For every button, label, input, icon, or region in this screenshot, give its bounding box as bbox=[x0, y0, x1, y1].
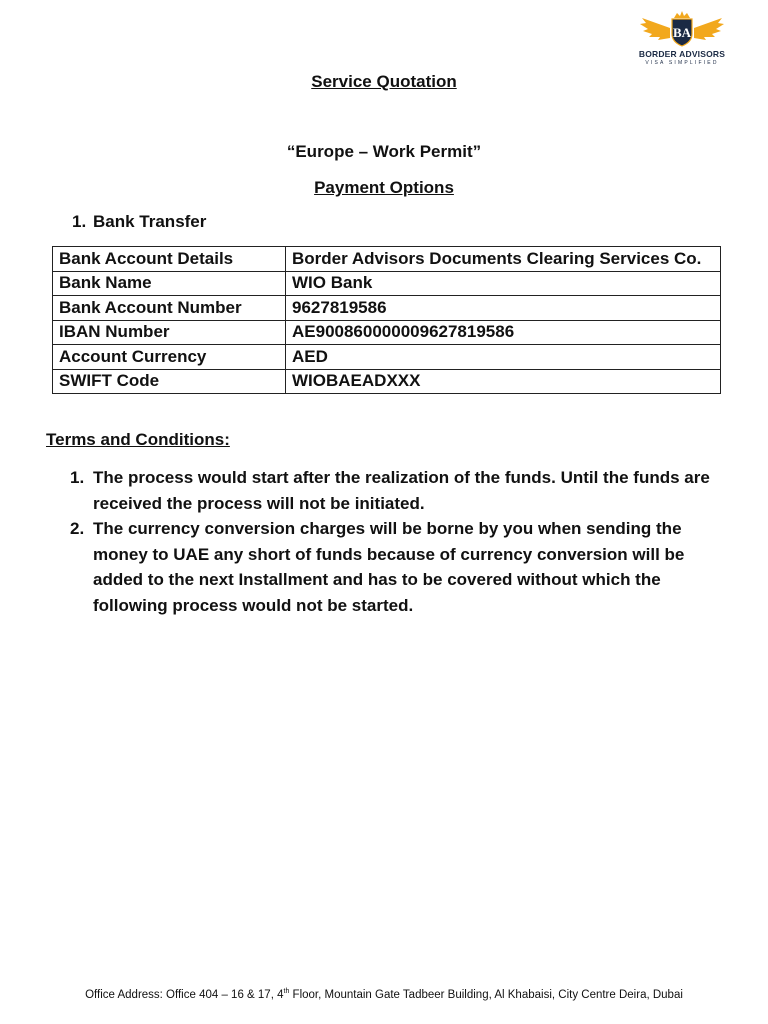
footer-prefix: Office Address: Office 404 – 16 & 17, 4 bbox=[85, 989, 284, 1001]
term-number: 1. bbox=[70, 468, 85, 487]
row-value: WIOBAEADXXX bbox=[286, 369, 721, 394]
row-key: IBAN Number bbox=[53, 320, 286, 345]
row-key: SWIFT Code bbox=[53, 369, 286, 394]
term-text: The currency conversion charges will be borne by you when sending the money to UAE any short of funds because of currency conversion will be added to the next Installment and has to be covered without which the following process would not be started. bbox=[93, 519, 685, 615]
service-subtitle: “Europe – Work Permit” bbox=[286, 142, 482, 161]
row-value: WIO Bank bbox=[286, 271, 721, 296]
footer-suffix: Floor, Mountain Gate Tadbeer Building, Al Khabaisi, City Centre Deira, Dubai bbox=[289, 989, 683, 1001]
table-row bbox=[53, 320, 721, 345]
winged-crest-icon bbox=[640, 10, 724, 48]
table-row bbox=[53, 271, 721, 296]
row-value: AE900860000009627819586 bbox=[286, 320, 721, 345]
row-value: 9627819586 bbox=[286, 296, 721, 321]
list-item bbox=[70, 516, 730, 618]
table-row bbox=[53, 345, 721, 370]
bank-transfer-number: 1. bbox=[72, 212, 87, 231]
logo-name: BORDER ADVISORS bbox=[638, 49, 726, 59]
term-number: 2. bbox=[70, 519, 85, 538]
row-key: Account Currency bbox=[53, 345, 286, 370]
row-value: Border Advisors Documents Clearing Services Co. bbox=[286, 247, 721, 272]
table-row bbox=[53, 296, 721, 321]
logo-tagline: VISA SIMPLIFIED bbox=[645, 60, 719, 66]
bank-transfer-label: Bank Transfer bbox=[93, 212, 207, 231]
row-value: AED bbox=[286, 345, 721, 370]
terms-list bbox=[70, 465, 730, 618]
terms-heading: Terms and Conditions: bbox=[46, 430, 230, 449]
table-row bbox=[53, 247, 721, 272]
company-logo bbox=[632, 10, 732, 74]
document-title: Service Quotation bbox=[311, 72, 457, 91]
term-text: The process would start after the realization of the funds. Until the funds are received the process will not be initiated. bbox=[93, 468, 710, 513]
bank-details-table bbox=[52, 246, 721, 394]
row-key: Bank Name bbox=[53, 271, 286, 296]
logo-monogram: BA bbox=[672, 25, 692, 40]
office-address-footer bbox=[0, 989, 768, 1001]
row-key: Bank Account Number bbox=[53, 296, 286, 321]
list-item bbox=[70, 465, 730, 516]
table-row bbox=[53, 369, 721, 394]
bank-transfer-heading bbox=[72, 212, 206, 232]
row-key: Bank Account Details bbox=[53, 247, 286, 272]
payment-options-heading: Payment Options bbox=[314, 178, 454, 197]
footer-superscript: th bbox=[283, 988, 290, 996]
